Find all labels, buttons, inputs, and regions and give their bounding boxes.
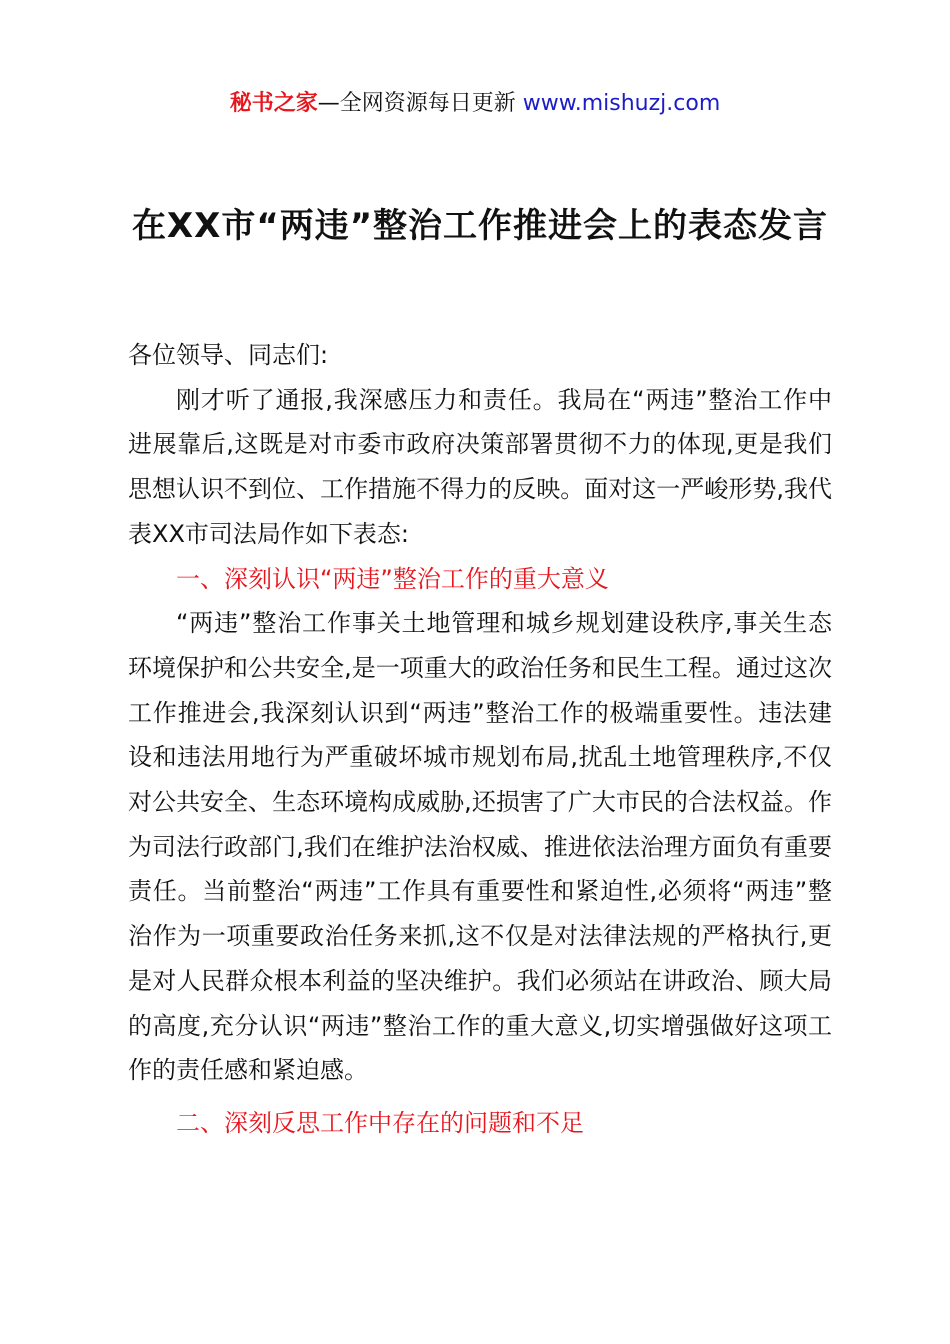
site-tagline: —全网资源每日更新 xyxy=(317,91,516,116)
section-heading-1: 一、深刻认识“两违”整治工作的重大意义 xyxy=(176,564,609,593)
intro-paragraph: 刚才听了通报,我深感压力和责任。我局在“两违”整治工作中进展靠后,这既是对市委市政府决策部署贯彻不力的体现,更是我们思想认识不到位、工作措施不得力的反映。面对这一严峻形势,我代表XX市司法局作如下表态: xyxy=(128,385,832,548)
document-title: 在XX市“两违”整治工作推进会上的表态发言 xyxy=(131,206,829,246)
salutation: 各位领导、同志们: xyxy=(128,341,329,369)
site-url-link[interactable]: www.mishuzj.com xyxy=(522,91,721,116)
site-brand: 秘书之家 xyxy=(229,91,318,116)
section-1-paragraph: “两违”整治工作事关土地管理和城乡规划建设秩序,事关生态环境保护和公共安全,是一项重大的政治任务和民生工程。通过这次工作推进会,我深刻认识到“两违”整治工作的极端重要性。违法建设和违法用地行为严重破坏城市规划布局,扰乱土地管理秩序,不仅对公共安全、生态环境构成威胁,还损害了广大市民的合法权益。作为司法行政部门,我们在维护法治权威、推进依法治理方面负有重要责任。当前整治“两违”工作具有重要性和紧迫性,必须将“两违”整治作为一项重要政治任务来抓,这不仅是对法律法规的严格执行,更是对人民群众根本利益的坚决维护。我们必须站在讲政治、顾大局的高度,充分认识“两违”整治工作的重大意义,切实增强做好这项工作的责任感和紧迫感。 xyxy=(128,609,832,1085)
section-heading-2: 二、深刻反思工作中存在的问题和不足 xyxy=(176,1108,584,1137)
site-header xyxy=(0,88,950,120)
document-body xyxy=(128,333,832,1146)
